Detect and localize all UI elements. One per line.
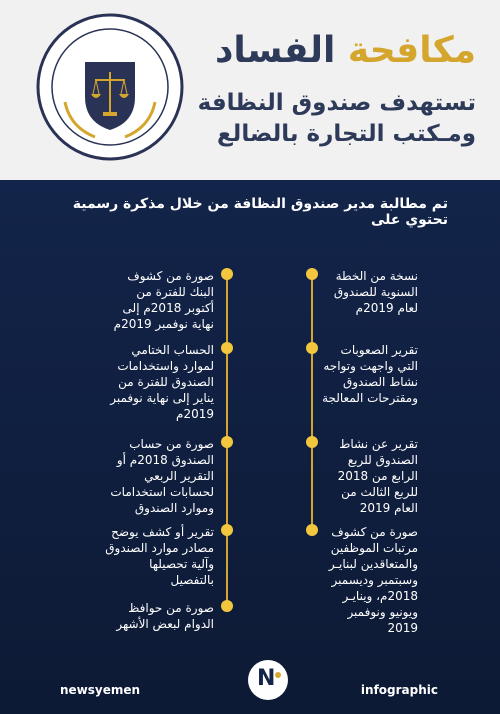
timeline-dot [221,268,233,280]
timeline-dot [306,268,318,280]
timeline-dot [306,436,318,448]
footer-brand: newsyemen [60,683,141,697]
requirement-item: صورة من حوافظ الدوام لبعض الأشهر [116,601,214,631]
subheadline [198,88,476,150]
timeline-dot [221,600,233,612]
intro-text: تم مطالبة مدير صندوق النظافة من خلال مذكرة رسمية تحتوي على [72,196,448,228]
timeline-dot [221,524,233,536]
requirement-item: تقرير عن نشاط الصندوق للربع الرابع من 2018 للربع الثالث من العام 2019 [337,437,418,515]
requirement-item: صورة من كشوف مرتبات الموظفين والمتعاقدين لبنايـر وسبتمبر وديسمبر 2018م، وينايـر ويونيو ونوفمبر 2019 [328,525,418,635]
headline [215,30,476,71]
anti-corruption-emblem-logo [35,12,185,162]
footer-type: infographic [360,683,438,697]
requirement-item: تقرير أو كشف يوضح مصادر موارد الصندوق وآلية تحصيلها بالتفصيل [105,525,214,587]
requirement-item: نسخة من الخطة السنوية للصندوق لعام 2019م [333,269,418,315]
timeline-line-right [311,272,313,534]
headline-part1: مكافحة [347,30,476,71]
requirement-item: صورة من حساب الصندوق 2018م أو التقرير الربعي لحسابات استخدامات وموارد الصندوق [110,437,214,515]
logo-letter: N [257,666,276,691]
newsyemen-logo [248,660,288,700]
content-panel [0,180,500,714]
headline-part2: الفساد [214,30,336,71]
logo-dot [275,672,281,678]
timeline-dot [306,342,318,354]
timeline-dot [306,524,318,536]
timeline-dot [221,342,233,354]
subheadline-line1: تستهدف صندوق النظافة [197,90,476,116]
requirement-item: الحساب الختامي لموارد واستخدامات الصندوق للفترة من يناير إلى نهاية نوفمبر 2019م [110,343,214,421]
header [0,0,500,180]
requirement-item: صورة من كشوف البنك للفترة من أكتوبر 2018م إلى نهاية نوفمبر 2019م [113,269,214,331]
requirement-item: تقرير الصعوبات التي واجهت وتواجه نشاط الصندوق ومقترحات المعالجة [322,343,418,405]
timeline-dot [221,436,233,448]
subheadline-line2: ومـكتب التجارة بالضالع [216,121,476,148]
